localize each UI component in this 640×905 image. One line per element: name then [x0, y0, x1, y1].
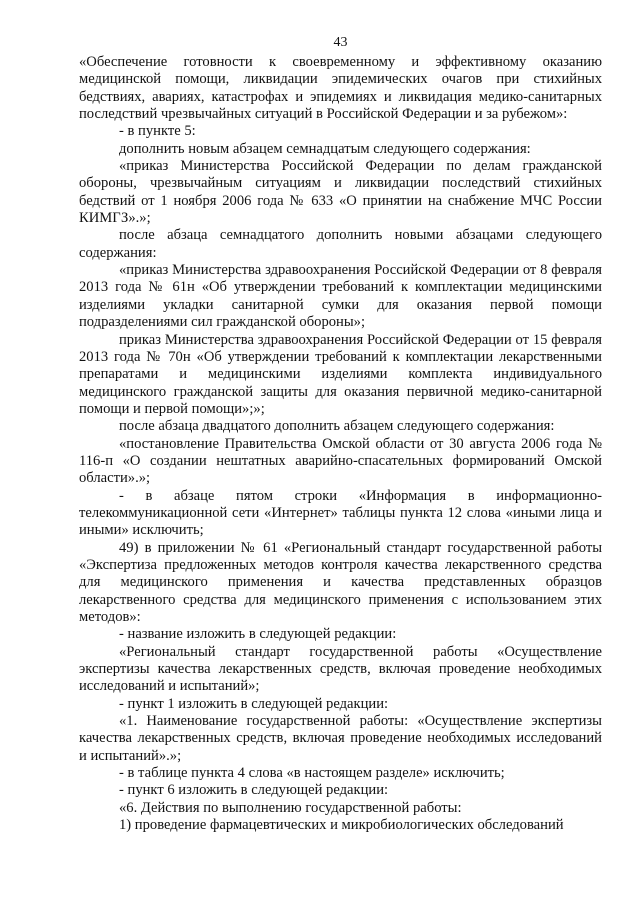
- paragraph: «1. Наименование государственной работы: «Осуществление экспертизы качества лекарственных средств, включая проведение необходимых исследований и испытаний».»;: [79, 713, 602, 764]
- paragraph: «постановление Правительства Омской области от 30 августа 2006 года № 116-п «О создании нештатных аварийно-спасательных формирований Омской области».»;: [79, 435, 602, 487]
- paragraph: 49) в приложении № 61 «Региональный стандарт государственной работы «Экспертиза предложенных методов контроля качества лекарственного средства для медицинского применения и качества представленных образцов лекарственного средства для медицинского применения с использованием этих методов»:: [79, 539, 602, 625]
- paragraph: - в пункте 5:: [119, 123, 196, 140]
- paragraph: «приказ Министерства здравоохранения Российской Федерации от 8 февраля 2013 года № 61н «Об утверждении требований к комплектации медицинскими изделиями укладки санитарной сумки для оказания первой помощи подразделениями сил гражданской обороны»;: [79, 262, 602, 331]
- paragraph: после абзаца двадцатого дополнить абзацем следующего содержания:: [119, 418, 555, 435]
- paragraph: после абзаца семнадцатого дополнить новыми абзацами следующего содержания:: [79, 227, 602, 261]
- page-number: 43: [333, 35, 348, 50]
- paragraph: «Обеспечение готовности к своевременному и эффективному оказанию медицинской помощи, ликвидации эпидемических очагов при стихийных бедствиях, авариях, катастрофах и эпидемиях и ликвидация медико-санитарных последствий чрезвычайных ситуаций в Российской Федерации и за рубежом»:: [79, 54, 602, 123]
- paragraph: - пункт 1 изложить в следующей редакции:: [119, 695, 389, 712]
- paragraph: - название изложить в следующей редакции:: [119, 626, 397, 643]
- paragraph: дополнить новым абзацем семнадцатым следующего содержания:: [119, 140, 531, 157]
- paragraph: «Региональный стандарт государственной работы «Осуществление экспертизы качества лекарственных средств, включая проведение необходимых исследований и испытаний»;: [79, 643, 602, 695]
- paragraph: 1) проведение фармацевтических и микробиологических обследований: [119, 817, 564, 834]
- paragraph: приказ Министерства здравоохранения Российской Федерации от 15 февраля 2013 года № 70н «Об утверждении требований к комплектации лекарственными препаратами и медицинскими изделиями комплекта индивидуального медицинского гражданской защиты для оказания первичной медико-санитарной помощи и первой помощи»;»;: [79, 331, 602, 417]
- paragraph: - пункт 6 изложить в следующей редакции:: [119, 782, 389, 799]
- paragraph: «6. Действия по выполнению государственной работы:: [119, 799, 462, 816]
- paragraph: - в таблице пункта 4 слова «в настоящем разделе» исключить;: [119, 765, 505, 782]
- paragraph: - в абзаце пятом строки «Информация в информационно-телекоммуникационной сети «Интернет» таблицы пункта 12 слова «иными лица и иными» исключить;: [79, 487, 602, 539]
- paragraph: «приказ Министерства Российской Федерации по делам гражданской обороны, чрезвычайным ситуациям и ликвидации последствий стихийных бедствий от 1 ноября 2006 года № 633 «О принятии на снабжение МЧС России КИМГЗ».»;: [79, 158, 602, 227]
